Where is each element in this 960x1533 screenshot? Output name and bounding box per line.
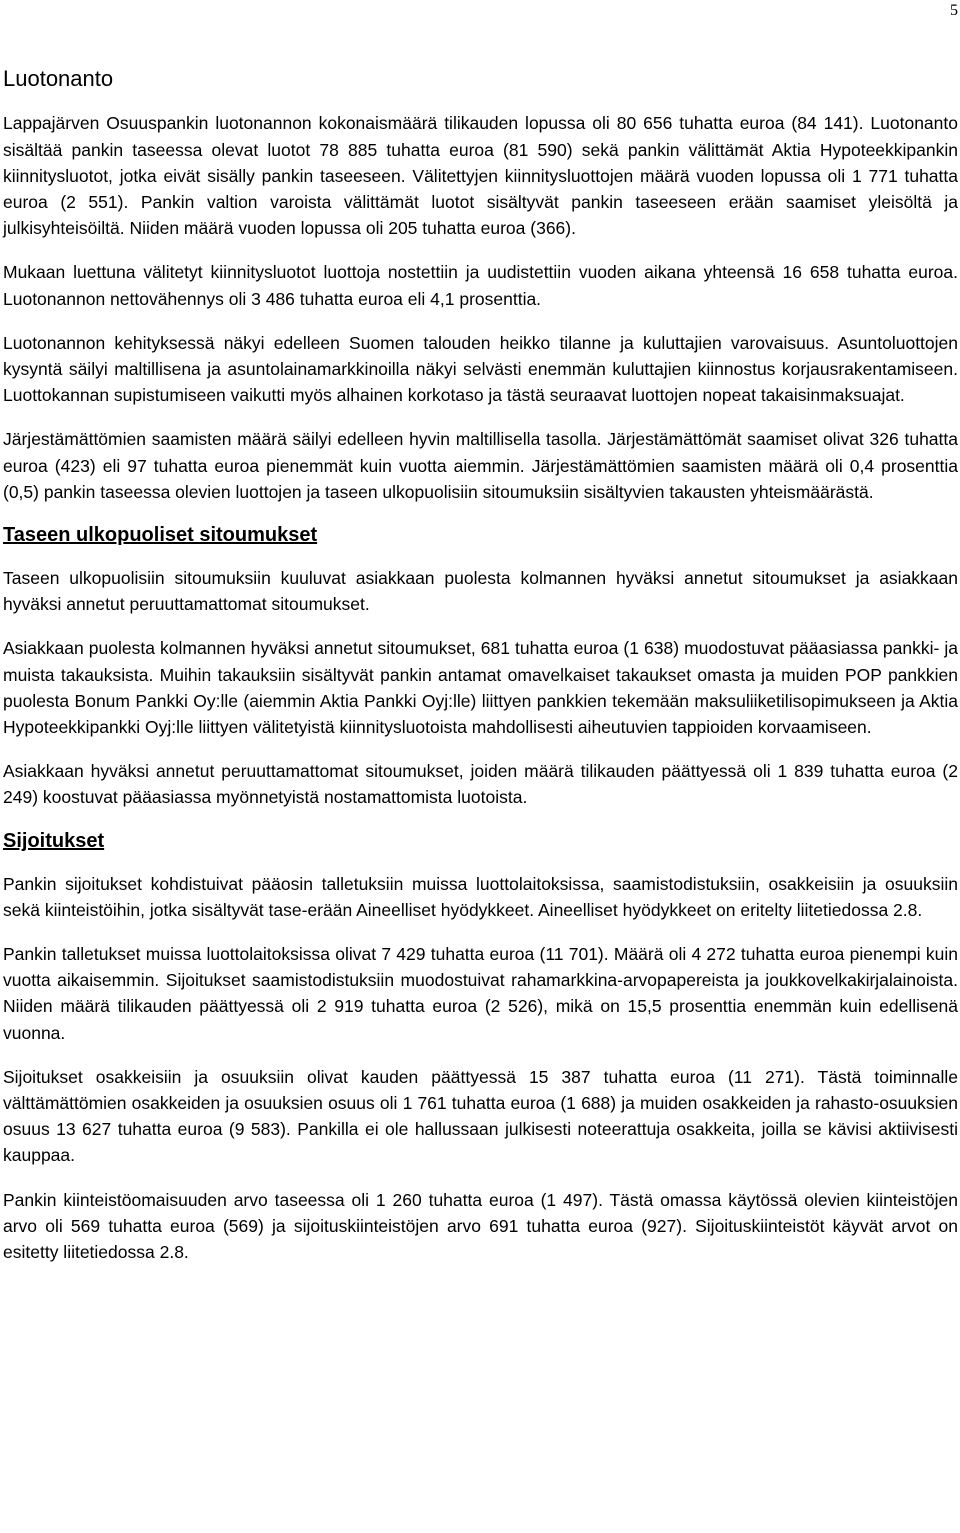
paragraph: Järjestämättömien saamisten määrä säilyi edelleen hyvin maltillisella tasolla. Järjestämättömät saamiset olivat 326 tuhatta euroa (423) eli 97 tuhatta euroa pienemmät kuin vuotta aiemmin. Järjestämättömien saamisten määrä oli 0,4 prosenttia (0,5) pankin taseessa olevien luottojen ja taseen ulkopuolisiin sitoumuksiin sisältyvien takausten yhteismäärästä. bbox=[3, 429, 958, 502]
off-balance-sheet-section bbox=[3, 523, 958, 811]
chapter-title: Luotonanto bbox=[3, 66, 114, 91]
section-heading: Taseen ulkopuoliset sitoumukset bbox=[3, 524, 318, 547]
paragraph: Sijoitukset osakkeisiin ja osuuksiin olivat kauden päättyessä 15 387 tuhatta euroa (11 271). Tästä toiminnalle välttämättömien osakkeiden ja osuuksien osuus oli 1 761 tuhatta euroa (1 688) ja muiden osakkeiden ja rahasto-osuuksien osuus 13 627 tuhatta euroa (9 583). Pankilla ei ole hallussaan julkisesti noteerattuja osakkeita, joilla se kävisi aktiivisesti kauppaa. bbox=[3, 1066, 958, 1166]
paragraph: Asiakkaan puolesta kolmannen hyväksi annetut sitoumukset, 681 tuhatta euroa (1 638) muodostuvat pääasiassa pankki- ja muista takauksista. Muihin takauksiin sisältyvät pankin antamat omavelkaiset takaukset omasta ja muiden POP pankkien puolesta Bonum Pankki Oy:lle (aiemmin Aktia Pankki Oyj:lle) liittyen pankkien tekemään maksuliiketilisopimukseen ja Aktia Hypoteekkipankki Oyj:lle liittyen välitetyistä kiinnitysluotoista mahdollisesti aiheutuvien tappioiden korvaamiseen. bbox=[3, 638, 958, 738]
paragraph: Taseen ulkopuolisiin sitoumuksiin kuuluvat asiakkaan puolesta kolmannen hyväksi annetut sitoumukset ja asiakkaan hyväksi annetut peruuttamattomat sitoumukset. bbox=[3, 568, 958, 615]
intro-section bbox=[3, 110, 958, 505]
paragraph: Pankin talletukset muissa luottolaitoksissa olivat 7 429 tuhatta euroa (11 701). Määrä oli 4 272 tuhatta euroa pienempi kuin vuotta aikaisemmin. Sijoitukset saamistodistuksiin muodostuivat rahamarkkina-arvopapereista ja joukkovelkakirjalainoista. Niiden määrä tilikauden päättyessä oli 2 919 tuhatta euroa (2 526), mikä on 15,5 prosenttia enemmän kuin edellisenä vuonna. bbox=[3, 944, 958, 1043]
page-number: 5 bbox=[950, 2, 958, 19]
document-body bbox=[3, 66, 958, 1283]
paragraph: Lappajärven Osuuspankin luotonannon kokonaismäärä tilikauden lopussa oli 80 656 tuhatta euroa (84 141). Luotonanto sisältää pankin taseessa olevat luotot 78 885 tuhatta euroa (81 590) sekä pankin välittämät Aktia Hypoteekkipankin kiinnitysluotot, jotka eivät sisälly pankin taseeseen. Välitettyjen kiinnitysluottojen määrä vuoden lopussa oli 1 771 tuhatta euroa (2 551). Pankin valtion varoista välittämät luotot sisältyvät pankin taseeseen erään saamiset yleisöltä ja julkisyhteisöiltä. Niiden määrä vuoden lopussa oli 205 tuhatta euroa (366). bbox=[3, 113, 958, 239]
section-heading: Sijoitukset bbox=[3, 829, 105, 852]
paragraph: Pankin sijoitukset kohdistuivat pääosin talletuksiin muissa luottolaitoksissa, saamistodistuksiin, osakkeisiin ja osuuksiin sekä kiinteistöihin, jotka sisältyvät tase-erään Aineelliset hyödykkeet. Aineelliset hyödykkeet on eritelty liitetiedossa 2.8. bbox=[3, 873, 958, 920]
paragraph: Asiakkaan hyväksi annetut peruuttamattomat sitoumukset, joiden määrä tilikauden päättyessä oli 1 839 tuhatta euroa (2 249) koostuvat pääasiassa myönnetyistä nostamattomista luotoista. bbox=[3, 761, 958, 808]
paragraph: Pankin kiinteistöomaisuuden arvo taseessa oli 1 260 tuhatta euroa (1 497). Tästä omassa käytössä olevien kiinteistöjen arvo oli 569 tuhatta euroa (569) ja sijoituskiinteistöjen arvo 691 tuhatta euroa (927). Sijoituskiinteistöt käyvät arvot on esitetty liitetiedossa 2.8. bbox=[3, 1189, 958, 1263]
investments-section bbox=[3, 829, 958, 1266]
paragraph: Mukaan luettuna välitetyt kiinnitysluotot luottoja nostettiin ja uudistettiin vuoden aikana yhteensä 16 658 tuhatta euroa. Luotonannon nettovähennys oli 3 486 tuhatta euroa eli 4,1 prosenttia. bbox=[3, 262, 958, 309]
paragraph: Luotonannon kehityksessä näkyi edelleen Suomen talouden heikko tilanne ja kuluttajien varovaisuus. Asuntoluottojen kysyntä säilyi maltillisena ja asuntolainamarkkinoilla näkyi selvästi enemmän kuluttajien kiinnostus korjausrakentamiseen. Luottokannan supistumiseen vaikutti myös alhainen korkotaso ja tästä seuraavat luottojen nopeat takaisinmaksuajat. bbox=[3, 332, 958, 406]
